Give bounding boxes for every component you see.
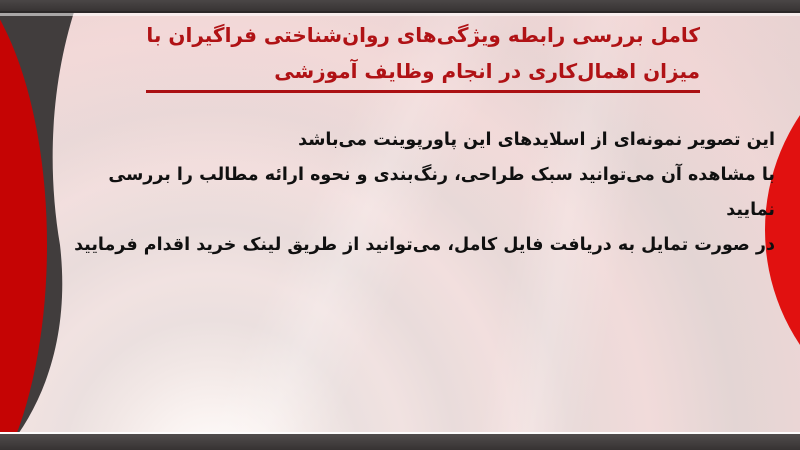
- body-line-2: با مشاهده آن می‌توانید سبک طراحی، رنگ‌بندی و نحوه ارائه مطالب را بررسی نمایید: [108, 165, 775, 220]
- top-gray-bar: [0, 0, 800, 13]
- slide-title: [90, 17, 700, 93]
- body-line-1: این تصویر نمونه‌ای از اسلایدهای این پاورپوینت می‌باشد: [298, 130, 775, 150]
- slide-body-text: [70, 123, 775, 263]
- slide-title-line1: کامل بررسی رابطه ویژگی‌های روان‌شناختی فراگیران با: [146, 23, 700, 47]
- slide-title-line2-underlined: میزان اهمال‌کاری در انجام وظایف آموزشی: [146, 53, 700, 93]
- body-line-3: در صورت تمایل به دریافت فایل کامل، می‌توانید از طریق لینک خرید اقدام فرمایید: [74, 235, 775, 255]
- bottom-gray-bar: [0, 432, 800, 450]
